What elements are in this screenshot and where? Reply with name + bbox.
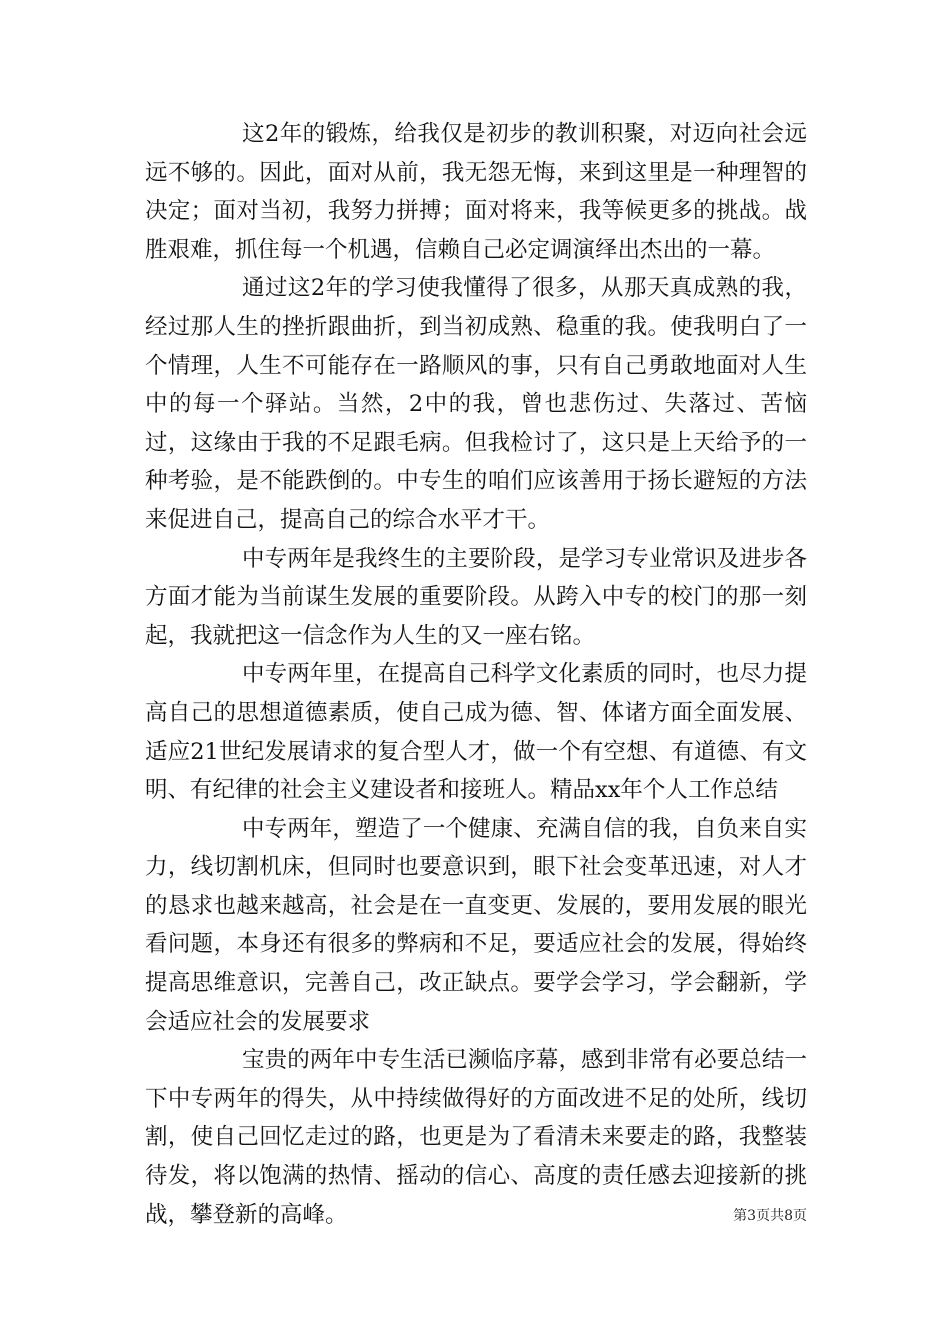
paragraph: 宝贵的两年中专生活已濒临序幕，感到非常有必要总结一下中专两年的得失，从中持续做得好的方面改进不足的处所，线切割，使自己回忆走过的路，也更是为了看清未来要走的路，我整装待发，将以饱满的热情、摇动的信心、高度的责任感去迎接新的挑战，攀登新的高峰。	[145, 1047, 807, 1228]
paragraph: 通过这2年的学习使我懂得了很多，从那天真成熟的我，经过那人生的挫折跟曲折，到当初成熟、稳重的我。使我明白了一个情理，人生不可能存在一路顺风的事，只有自己勇敢地面对人生中的每一个驿站。当然，2中的我，曾也悲伤过、失落过、苦恼过，这缘由于我的不足跟毛病。但我检讨了，这只是上天给予的一种考验，是不能跌倒的。中专生的咱们应该善用于扬长避短的方法来促进自己，提高自己的综合水平才干。	[145, 275, 807, 533]
paragraph: 中专两年是我终生的主要阶段，是学习专业常识及进步各方面才能为当前谋生发展的重要阶段。从跨入中专的校门的那一刻起，我就把这一信念作为人生的又一座右铭。	[145, 545, 807, 649]
document-body	[145, 115, 807, 1234]
paragraph: 中专两年，塑造了一个健康、充满自信的我，自负来自实力，线切割机床，但同时也要意识到，眼下社会变革迅速，对人才的恳求也越来越高，社会是在一直变更、发展的，要用发展的眼光看问题，本身还有很多的弊病和不足，要适应社会的发展，得始终提高思维意识，完善自己，改正缺点。要学会学习，学会翻新，学会适应社会的发展要求	[145, 815, 807, 1035]
page-number-footer: 第3页共8页	[733, 1208, 807, 1224]
paragraph: 这2年的锻炼，给我仅是初步的教训积聚，对迈向社会远远不够的。因此，面对从前，我无怨无悔，来到这里是一种理智的决定；面对当初，我努力拼搏；面对将来，我等候更多的挑战。战胜艰难，抓住每一个机遇，信赖自己必定调演绎出杰出的一幕。	[145, 121, 807, 263]
paragraph: 中专两年里，在提高自己科学文化素质的同时，也尽力提高自己的思想道德素质，使自己成为德、智、体诸方面全面发展、适应21世纪发展请求的复合型人才，做一个有空想、有道德、有文明、有纪律的社会主义建设者和接班人。精品xx年个人工作总结	[145, 661, 807, 804]
